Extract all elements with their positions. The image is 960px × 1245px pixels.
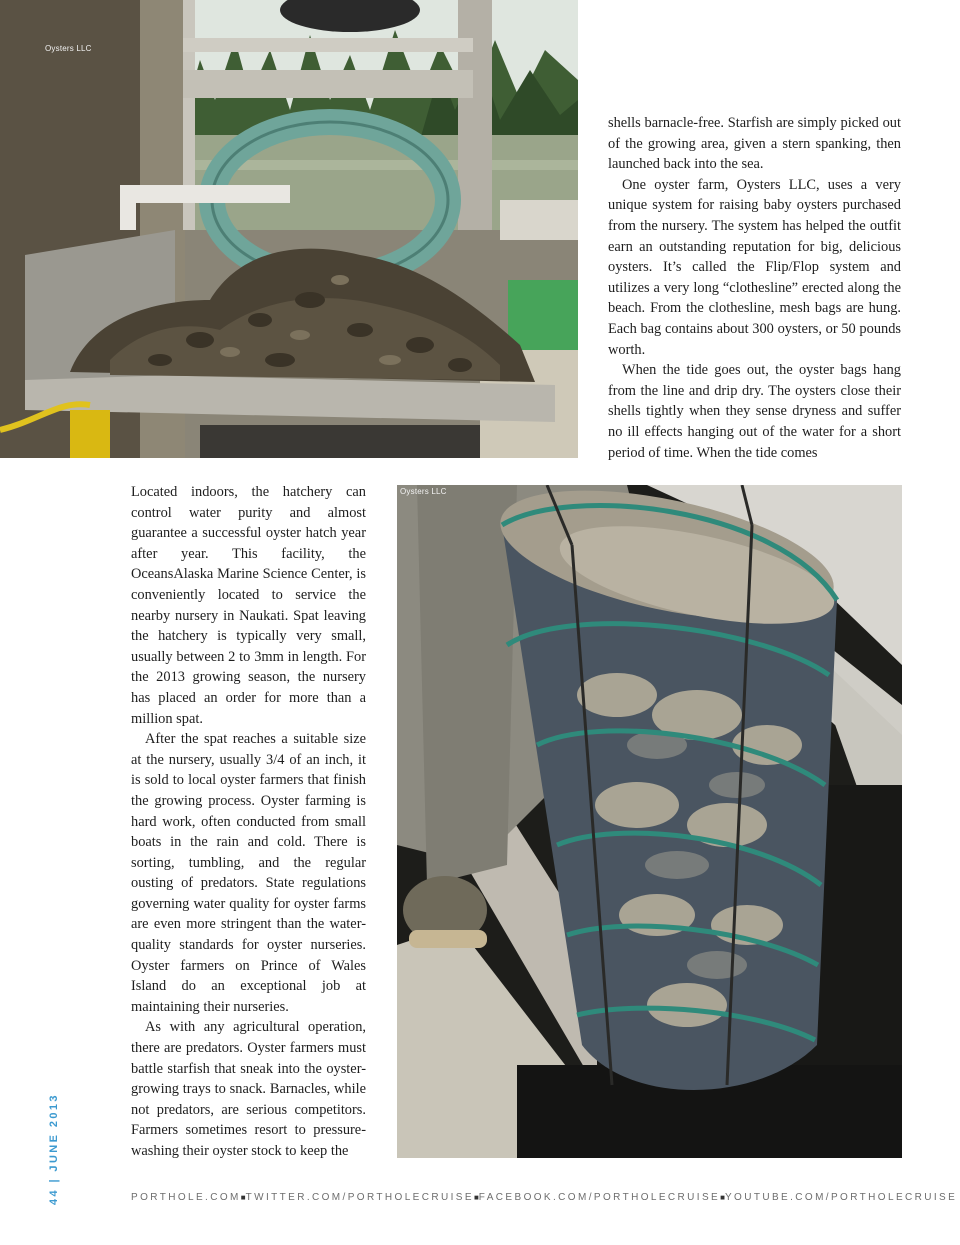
footer-link-youtube[interactable]: YOUTUBE.COM/PORTHOLECRUISE [724,1192,958,1203]
photo-oyster-bag [397,485,902,1158]
footer-link-facebook[interactable]: FACEBOOK.COM/PORTHOLECRUISE [478,1192,721,1203]
article-column-left [131,482,366,1162]
paragraph: One oyster farm, Oysters LLC, uses a very unique system for raising baby oysters purchased from the nursery. The system has helped the outfit earn an outstanding reputation for big, delicious oysters. It’s called the Flip/Flop system and utilizes a very long “clothesline” erected along the beach. From the clothesline, mesh bags are hung. Each bag contains about 300 oysters, or 50 pounds worth. [608,176,901,358]
photo-oyster-tumbler [0,0,578,458]
footer-link-twitter[interactable]: TWITTER.COM/PORTHOLECRUISE [245,1192,474,1203]
footer-separator: ■ [473,1193,479,1202]
paragraph: shells barnacle-free. Starfish are simply picked out of the growing area, given a stern spanking, then launched back into the sea. [608,115,901,173]
article-column-right [608,113,901,463]
photo-credit-bag: Oysters LLC [400,487,447,496]
paragraph: After the spat reaches a suitable size at the nursery, usually 3/4 of an inch, it is sold to local oyster farmers that finish the growing process. Oyster farming is hard work, often conducted from small boats in the rain and cold. There is sorting, tumbling, and the regular ousting of predators. State regulations governing water quality for oyster farms are even more stringent than the water-quality standards for oyster nurseries. Oyster farmers on Prince of Wales Island do an exceptional job at maintaining their nurseries. [131,731,366,1015]
footer-links [131,1192,958,1203]
paragraph: As with any agricultural operation, there are predators. Oyster farmers must battle starfish that sneak into the oyster-growing trays to snack. Barnacles, while not predators, are serious competitors. Farmers sometimes resort to pressure-washing their oyster stock to keep the [131,1019,366,1159]
footer-link-porthole[interactable]: PORTHOLE.COM [131,1192,241,1203]
paragraph: When the tide goes out, the oyster bags hang from the line and drip dry. The oysters close their shells tightly when they sense dryness and suffer no ill effects hanging out of the water for a short period of time. When the tide comes [608,362,901,461]
paragraph: Located indoors, the hatchery can control water purity and almost guarantee a successful oyster hatch year after year. This facility, the OceansAlaska Marine Science Center, is conveniently located to service the nearby nursery in Naukati. Spat leaving the hatchery is typically very small, usually between 2 to 3mm in length. For the 2013 growing season, the nursery has placed an order for more than a million spat. [131,484,366,727]
footer-separator: ■ [240,1193,246,1202]
photo-credit-top: Oysters LLC [45,44,92,53]
footer-separator: ■ [720,1193,725,1202]
page-folio: 44 | JUNE 2013 [48,1093,60,1205]
